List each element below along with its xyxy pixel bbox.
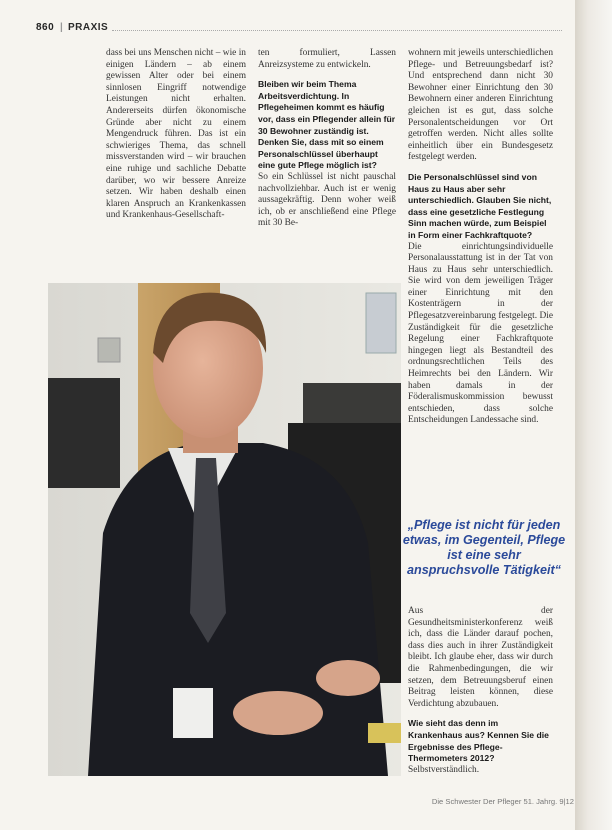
body-paragraph: wohnern mit jeweils unterschiedlichen Pflege- und Betreuungsbedarf ist? Und entsprechend dann nicht 30 Bewohner einer Einrichtung den 30 Bewohnern einer anderen Einrichtung gleichen ist es gut, dass solche Personalentscheidungen vor Ort getroffen werden. Nicht alles sollte einheitlich über ein Bundesgesetz festgelegt werden. [408,48,554,163]
page-fold-shadow [575,0,612,830]
text-column-1 [106,48,246,222]
body-paragraph: ten formuliert, Lassen Anreizsysteme zu entwickeln. [258,48,396,70]
interview-answer: Die einrichtungsindividuelle Personalausstattung ist in der Tat von Haus zu Haus sehr unterschiedlich. Sie wird von dem jeweiligen Träger einer Einrichtung mit den Kostenträgern in der Pflegesatzvereinbarung festgelegt. Die Zuständigkeit für die gesetzliche Regelung einer Fachkraftquote hingegen liegt als Bestandteil des ordnungsrechtlichen Teils des Heimrechts bei den Ländern. Wir haben damals in der Föderalismuskommission bewusst entschieden, dass solche Entscheidungen Landessache sind. [408,241,553,426]
interview-question: Wie sieht das denn im Krankenhaus aus? Kennen Sie die Ergebnisse des Pflege-Thermometers 2012? [408,718,549,764]
interview-question: Bleiben wir beim Thema Arbeitsverdichtung. In Pflegeheimen kommt es häufig vor, dass ein Pflegender allein für 30 Bewohner zuständig ist. Denken Sie, dass mit so einem Personalschlüssel überhaupt eine gute Pflege möglich ist? [258,79,396,171]
page-footer: Die Schwester Der Pfleger 51. Jahrg. 9|12 [431,797,574,806]
text-column-3-lower [408,606,553,776]
header-separator: | [60,22,64,33]
interview-question: Die Personalschlüssel sind von Haus zu Haus aber sehr unterschiedlich. Glauben Sie nicht, dass eine gesetzliche Festlegung Sinn machen würde, zum Beispiel in Form einer Fachkraftquote? [408,171,552,240]
interview-answer: So ein Schlüssel ist nicht pauschal nachvollziehbar. Auch ist er wenig aussagekräftig. Denn woher weiß ich, ob er anschließend eine Pflege mit 30 Be- [258,171,396,229]
pull-quote: „Pflege ist nicht für jeden etwas, im Gegenteil, Pflege ist eine sehr anspruchsvolle Tätigkeit“ [402,518,566,577]
interview-photo [48,283,401,776]
portrait-illustration [48,283,401,776]
body-paragraph: dass bei uns Menschen nicht – wie in einigen Ländern – ab einem gewissen Alter oder bei einem sinnlosen Eingriff notwendige Leistungen nicht erhalten. Andererseits dürfen ökonomische Gründe aber nicht zu einem Mengendruck führen. Das ist ein schwieriges Thema, das schnell missverstanden wird – wir brauchen eine ruhige und sachliche Debatte darüber, wo wir bessere Anreize setzen. Wir haben deshalb einen klaren Anspruch an Krankenkassen und Krankenhaus-Gesellschaft- [106,48,246,221]
page-number: 860 [36,22,55,33]
body-paragraph: Aus der Gesundheitsministerkonferenz weiß ich, dass die Länder darauf pochen, dass dies auch in ihrer Zuständigkeit bleibt. Ich glaube eher, dass wir durch die Rahmenbedingungen, die wir setzen, dem Betreuungsberuf einen Beitrag leisten können, diese Verdichtung abzubauen. [408,606,553,709]
header-rule [112,30,562,31]
text-column-3 [408,48,553,427]
interview-answer: Selbstverständlich. [408,764,480,775]
text-column-2 [258,48,396,230]
section-label: PRAXIS [68,22,109,33]
